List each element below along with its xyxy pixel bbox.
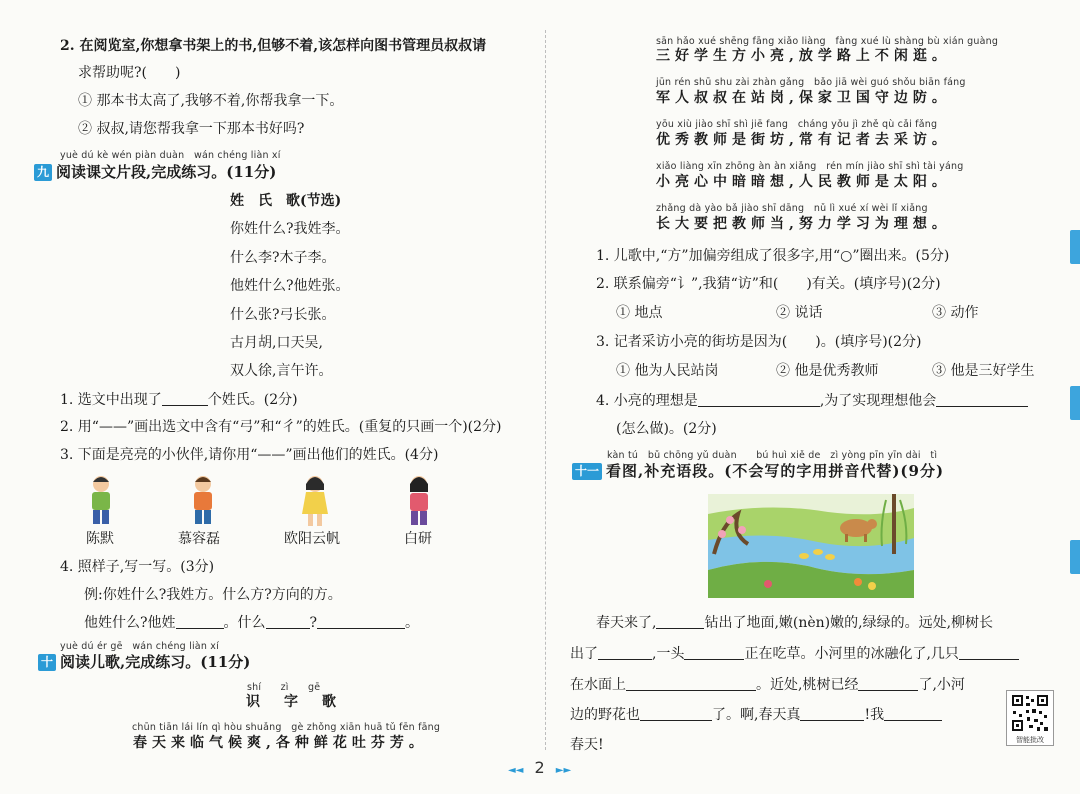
child-name: 慕容磊 (178, 531, 220, 547)
page-number: 2 (534, 758, 545, 777)
q2-line1: 2. 在阅览室,你想拿书架上的书,但够不着,该怎样向图书管理员叔叔请 (60, 38, 487, 54)
child-name: 欧阳云帆 (284, 531, 340, 547)
answer-blank[interactable] (959, 645, 1019, 660)
qr-caption: 智能批改 (1016, 736, 1044, 744)
answer-blank[interactable] (936, 392, 1028, 407)
sec10-title: 阅读儿歌,完成练习。(11分) (60, 653, 251, 671)
q4-text-b: 。什么 (223, 615, 266, 631)
passage-text: 正在吃草。小河里的冰融化了,几只 (744, 646, 959, 662)
passage-text: 边的野花也 (570, 707, 640, 723)
song-line: 春天来临气候爽,各种鲜花吐芬芳。 (133, 735, 428, 751)
passage-text: 了。啊,春天真 (712, 707, 801, 723)
q3-option[interactable]: ① 他为人民站岗 (616, 363, 719, 379)
passage-line (570, 676, 965, 694)
sec9-q2: 2. 用“——”画出选文中含有“弓”和“彳”的姓氏。(重复的只画一个)(2分) (60, 419, 502, 435)
q2-line2: 求帮助呢?( ) (78, 65, 181, 81)
edge-tab (1070, 386, 1080, 420)
answer-blank[interactable] (800, 706, 864, 721)
edge-tab (1070, 540, 1080, 574)
song-line: 三好学生方小亮,放学路上不闲逛。 (656, 48, 951, 64)
answer-blank[interactable] (162, 391, 208, 406)
child-name: 陈默 (86, 531, 114, 547)
sec9-heading (34, 162, 276, 182)
song-title-pinyin: shí zì gē (247, 682, 321, 693)
poem-line: 什么李?木子李。 (230, 250, 336, 266)
q2-option-2: ② 叔叔,请您帮我拿一下那本书好吗? (78, 121, 305, 137)
passage-text: 春天来了, (596, 615, 657, 631)
q4-example: 例:你姓什么?我姓方。什么方?方向的方。 (84, 587, 342, 603)
sec11-title: 看图,补充语段。(不会写的字用拼音代替)(9分) (606, 462, 945, 480)
song-title: 识 字 歌 (246, 694, 341, 710)
sec10-badge: 十 (38, 654, 56, 671)
q1-text-post: 个姓氏。(2分) (207, 392, 298, 408)
poem-line: 你姓什么?我姓李。 (230, 221, 350, 237)
passage-text: 钻出了地面,嫩(nèn)嫩的,绿绿的。远处,柳树长 (704, 615, 994, 631)
song-line: 小亮心中暗暗想,人民教师是太阳。 (656, 174, 951, 190)
song-line-pinyin: sān hǎo xué shēng fāng xiǎo liàng fàng xué lù shàng bù xián guàng (656, 36, 999, 47)
q4-text-d: 。 (405, 615, 420, 631)
poem-line: 古月胡,口天吴, (230, 335, 323, 351)
passage-text: 出了 (570, 646, 598, 662)
q2-option[interactable]: ① 地点 (616, 305, 663, 321)
next-page-icon[interactable]: ►► (555, 765, 572, 776)
sec9-q1 (60, 391, 298, 409)
q4-text-b: ,为了实现理想他会 (819, 393, 937, 409)
child-illustration (294, 474, 336, 528)
q2-option[interactable]: ② 说话 (776, 305, 823, 321)
poem-line: 双人徐,言午许。 (230, 363, 333, 379)
q1-text-pre: 1. 选文中出现了 (60, 392, 162, 408)
song-line: 军人叔叔在站岗,保家卫国守边防。 (656, 90, 951, 106)
sec10-q2: 2. 联系偏旁“讠”,我猜“访”和( )有关。(填序号)(2分) (596, 276, 941, 292)
child-illustration (80, 474, 122, 528)
sec11-badge: 十一 (572, 463, 602, 480)
q2-option-1: ① 那本书太高了,我够不着,你帮我拿一下。 (78, 93, 344, 109)
sec10-heading (38, 652, 250, 672)
answer-blank[interactable] (684, 645, 744, 660)
qr-code[interactable] (1006, 690, 1054, 746)
child-name: 白研 (404, 531, 432, 547)
answer-blank[interactable] (640, 706, 712, 721)
sec9-badge: 九 (34, 164, 52, 181)
child-illustration (398, 474, 440, 528)
q4-text-c: ? (309, 615, 318, 631)
passage-text: 在水面上 (570, 677, 626, 693)
answer-blank[interactable] (598, 645, 652, 660)
passage-line (570, 706, 942, 724)
column-divider (545, 30, 546, 750)
song-line: 长大要把教师当,努力学习为理想。 (656, 216, 951, 232)
answer-blank[interactable] (698, 392, 820, 407)
passage-line (570, 645, 1019, 663)
answer-blank[interactable] (656, 614, 704, 629)
prev-page-icon[interactable]: ◄◄ (508, 765, 524, 776)
child-illustration (182, 474, 224, 528)
page-footer (508, 758, 571, 781)
edge-tab (1070, 230, 1080, 264)
q2-option[interactable]: ③ 动作 (932, 305, 979, 321)
poem-line: 他姓什么?他姓张。 (230, 278, 350, 294)
answer-blank[interactable] (317, 614, 405, 629)
answer-blank[interactable] (626, 676, 756, 691)
poem-line: 什么张?弓长张。 (230, 307, 336, 323)
q3-option[interactable]: ② 他是优秀教师 (776, 363, 879, 379)
poem-title: 姓 氏 歌(节选) (230, 193, 342, 209)
song-line-pinyin: zhǎng dà yào bǎ jiào shī dāng nǔ lì xué xí wèi lǐ xiǎng (656, 203, 928, 214)
song-line-pinyin: jūn rén shū shu zài zhàn gǎng bǎo jiā wèi guó shǒu biān fáng (656, 77, 966, 88)
spring-scene-image (708, 494, 914, 598)
answer-blank[interactable] (858, 676, 918, 691)
sec9-pinyin: yuè dú kè wén piàn duàn wán chéng liàn xí (60, 150, 281, 161)
song-line-pinyin: xiǎo liàng xīn zhōng àn àn xiǎng rén mín jiào shī shì tài yáng (656, 161, 964, 172)
qr-code-icon (1007, 691, 1053, 735)
q4-answer-line (84, 614, 419, 632)
q4-text-c: (怎么做)。(2分) (616, 421, 717, 437)
answer-blank[interactable] (266, 614, 310, 629)
sec10-q1: 1. 儿歌中,“方”加偏旁组成了很多字,用“○”圈出来。(5分) (596, 248, 950, 264)
sec9-title: 阅读课文片段,完成练习。(11分) (56, 163, 277, 181)
sec9-q4: 4. 照样子,写一写。(3分) (60, 559, 215, 575)
passage-text: !我 (864, 707, 885, 723)
sec10-q3: 3. 记者采访小亮的街坊是因为( )。(填序号)(2分) (596, 334, 922, 350)
answer-blank[interactable] (884, 706, 942, 721)
song-line: 优秀教师是街坊,常有记者去采访。 (656, 132, 951, 148)
passage-line: 春天! (570, 737, 604, 753)
sec10-pinyin: yuè dú ér gē wán chéng liàn xí (60, 641, 219, 652)
sec11-heading (572, 461, 944, 481)
passage-text: 。近处,桃树已经 (756, 677, 859, 693)
passage-text: ,一头 (652, 646, 685, 662)
song-line-pinyin: chūn tiān lái lín qì hòu shuǎng gè zhǒng xiān huā tǔ fēn fāng (132, 722, 441, 733)
answer-blank[interactable] (176, 614, 224, 629)
passage-line (596, 614, 993, 632)
q4-text-a: 他姓什么?他姓 (84, 615, 176, 631)
sec9-q3: 3. 下面是亮亮的小伙伴,请你用“——”画出他们的姓氏。(4分) (60, 447, 439, 463)
song-line-pinyin: yōu xiù jiào shī shì jiē fang cháng yǒu jì zhě qù cǎi fǎng (656, 119, 938, 130)
q3-option[interactable]: ③ 他是三好学生 (932, 363, 1035, 379)
passage-text: 了,小河 (918, 677, 965, 693)
sec11-pinyin: kàn tú bǔ chōng yǔ duàn bú huì xiě de zì yòng pīn yīn dài tì (607, 450, 938, 461)
q4-text-a: 4. 小亮的理想是 (596, 393, 698, 409)
sec10-q4 (596, 392, 1028, 410)
